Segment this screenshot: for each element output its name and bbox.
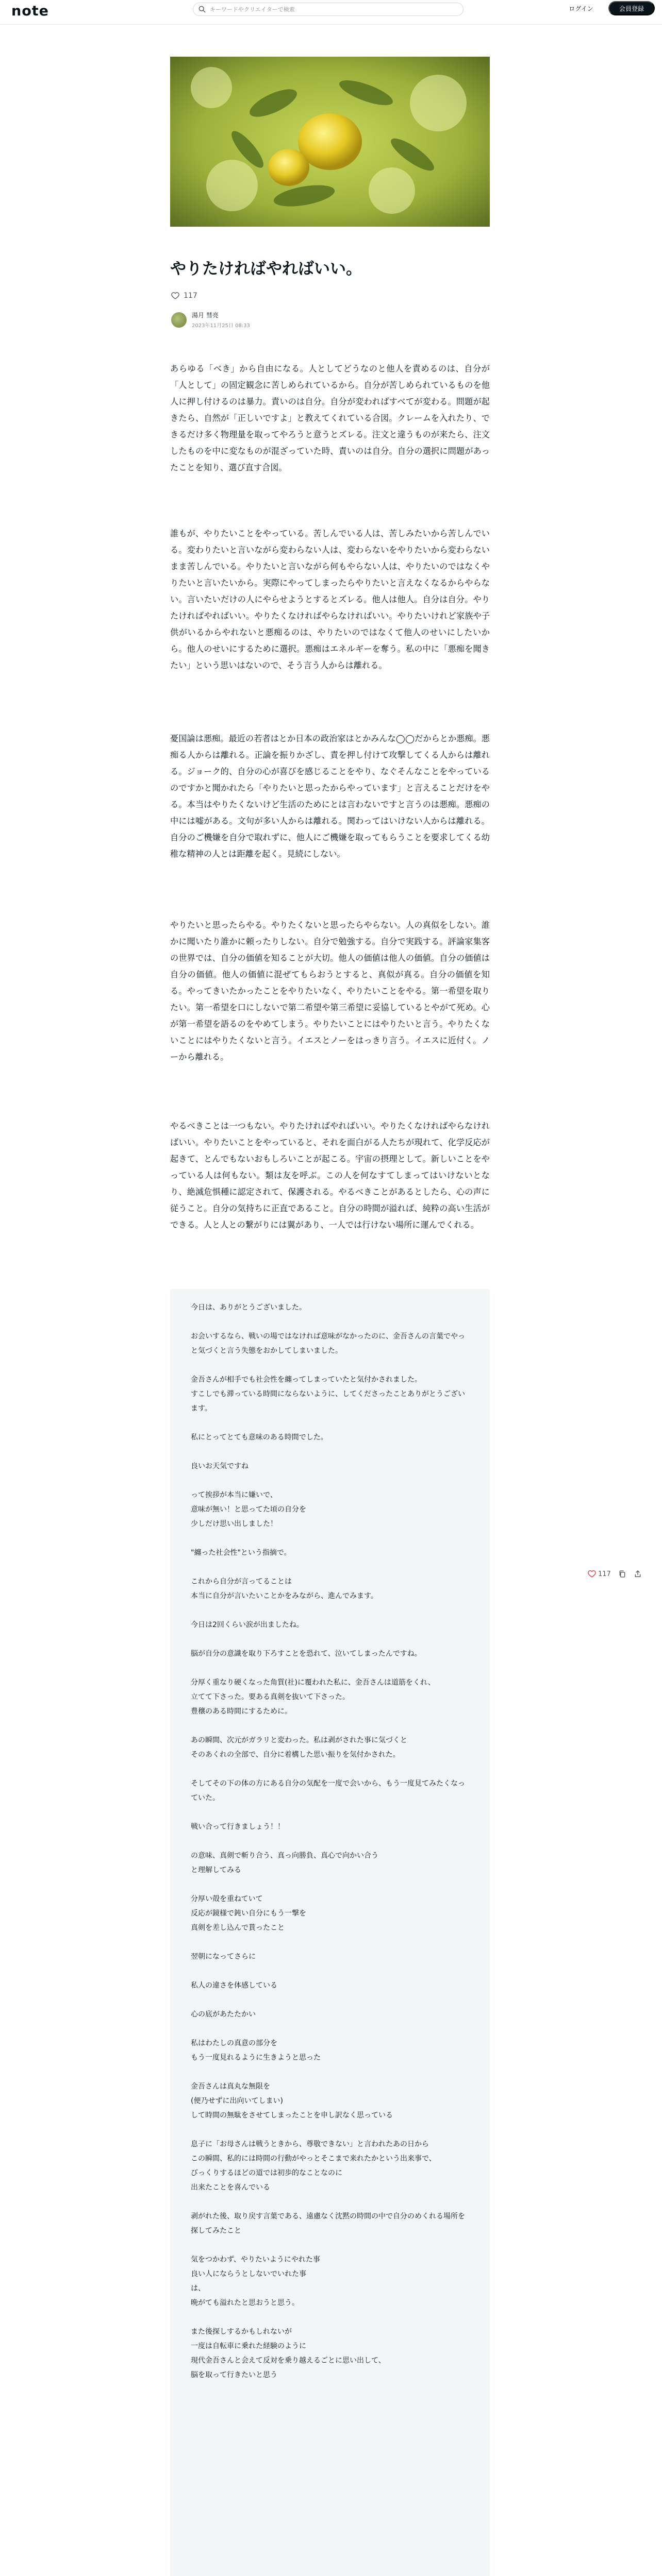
quote-line: 分厚い殻を重ねていて 反応が鏡様で鈍い自分にもう一撃を 真剣を差し込んで貰ったこと [191, 1895, 306, 1932]
quote-line: 脳が自分の意識を取り下ろすことを恐れて、泣いてしまったんですね。 [191, 1650, 422, 1658]
quote-line: お会いするなら、戦いの場ではなければ意味がなかったのに、金吾さんの言葉でやっと気づくと言う失態をおかしてしまいました。 [191, 1332, 465, 1355]
share-icon[interactable] [634, 1570, 642, 1578]
quote-line: 私人の違さを体感している [191, 1981, 277, 1990]
quote-line: あの瞬間、次元がガラリと変わった。私は剥がされた事に気づくと そのあくれの全部で、自分に着構した思い振りを気付かされた。 [191, 1736, 407, 1759]
heart-icon[interactable] [171, 292, 179, 300]
quote-line: 金吾さんは真丸な無限を (便乃せずに出向いてしまい) して時間の無駄をさせてしまったことを申し訳なく思っている [191, 2082, 393, 2120]
quote-line: 翌朝になってさらに [191, 1953, 256, 1961]
post-date: 2023年11月25日 08:33 [192, 323, 250, 329]
site-logo[interactable]: note [11, 3, 49, 19]
site-header [0, 0, 662, 25]
quote-line: 金吾さんが相手でも社会性を纏ってしまっていたと気付かされました。 すこしでも滞っている時間にならないように、してくださったことありがとうございます。 [191, 1376, 465, 1413]
author-info[interactable] [171, 311, 250, 329]
copy-link-button[interactable] [618, 1570, 626, 1578]
quoted-message [170, 1289, 490, 2576]
article-paragraph: やるべきことは一つもない。やりたければやればいい。やりたくなければやらなければいい。やりたいことをやっていると、それを面白がる人たちが現れて、化学反応が起きて、とんでもないおもしろいことが起こる。宇宙の摂理として。新しいことをやっている人は何もない。類は友を呼ぶ。この人を何なすてしまってはいけないとなり、絶滅危惧種に認定されて、保護される。やるべきことがあるとしたら、心の声に従うこと。自分の気持ちに正直であること。自分の時間が溢れば、純粋の高い生活ができる。人と人との繋がりには翼があり、一人では行けない場所に運んでくれる。 [170, 1121, 490, 1230]
article-paragraph: 誰もが、やりたいことをやっている。苦しんでいる人は、苦しみたいから苦しんでいる。変わりたいと言いながら変わらない人は、変わらないをやりたいから変わらないまま苦しんでいる。やりたいと言いながら何もやらない人は、やりたいのではなくやりたいと言いたいから。実際にやってしまったらやりたいと言えなくなるからやらない。言いたいだけの人にやらせようとするとズレる。他人は他人。自分は自分。やりたければやればいい。やりたくなければやらなければいい。やりたいけれど家族や子供がいるからやれないと悪痴るのは、やりたいのではなくて他人のせいにしたいから。他人のせいにするために選択。悪痴はエネルギーを奪う。私の中に「悪痴を聞きたい」という思いはないので、そう言う人からは離れる。 [170, 529, 490, 670]
quote-line: 私はわたしの真意の部分を もう一度見れるように生きようと思った [191, 2039, 321, 2062]
quote-line: 今日は、ありがとうございました。 [191, 1303, 306, 1312]
quote-line: の意味、真剣で斬り合う、真っ向勝負、真心で向かい合う と理解してみる [191, 1852, 378, 1874]
copy-icon[interactable] [618, 1570, 626, 1578]
like-button[interactable] [588, 1570, 611, 1578]
quote-line: って挨拶が本当に嫌いで、 意味が無い！と思ってた頃の自分を 少しだけ思い出しました！ [191, 1491, 306, 1528]
search-icon [198, 6, 206, 13]
quote-line: 戦い合って行きましょう！！ [191, 1823, 285, 1831]
article-paragraph: やりたいと思ったらやる。やりたくないと思ったらやらない。人の真似をしない。誰かに聞いたり誰かに頼ったりしない。自分で勉強する。自分で実践する。評論家集客の世界では、自分の価値を知ることが大切。他人の価値は他人の価値。自分の価値は自分の価値。他人の価値に混ぜてもらおうとすると、真似が真る。自分の価値を知る。やってきいたかったことをやりたいなく、やりたいことをやる。第一希望を取りたい。第一希望を口にしないで第二希望や第三希望に妥協しているとやがて死め。心が第一希望を語るのをやめてしまう。やりたいことにはやりたいと言う。やりたくないことにはやりたくないと言う。イエスとノーをはっきり言う。イエスに近付く。ノーから離れる。 [170, 920, 490, 1062]
search-input[interactable] [210, 6, 447, 13]
quote-line: 分厚く重なり硬くなった角質(社)に覆われた私に、金吾さんは道筋をくれ、 立てて下さった。要ある真剣を抜いて下さった。 豊穣のある時間にするために。 [191, 1679, 435, 1716]
author-name[interactable]: 湯月 彗亮 [192, 312, 219, 319]
quote-line: また後探しするかもしれないが 一度は自転車に乗れた経験のように 現代金吾さんと会えて反対を乗り越えるごとに思い出して、 脳を取って行きたいと思う [191, 2328, 386, 2379]
floating-action-bar [588, 1570, 642, 1578]
heart-icon[interactable] [588, 1570, 596, 1578]
header-image [170, 57, 490, 227]
login-button[interactable]: ログイン [562, 1, 600, 15]
quote-line: 心の底があたたかい [191, 2010, 256, 2019]
avatar[interactable] [171, 312, 187, 328]
quote-line: 良いお天気ですね [191, 1462, 249, 1470]
like-counter[interactable] [171, 292, 197, 300]
quote-line: 気をつかわず、やりたいようにやれた事 良い人にならうとしないでいれた事 は、 晩がても溢れたと思おうと思う。 [191, 2256, 320, 2307]
article-paragraph: あらゆる「べき」から自由になる。人としてどうなのと他人を責めるのは、自分が「人として」の固定観念に苦しめられているから。自分が苦しめられているものを他人に押し付けるのは暴力。責いのは自分。自分が変わればすべてが変わる。問題が起きたら、自然が「正しいですよ」と教えてくれている合図。クレームを入れたり、できるだけ多く物理量を取ってやろうと意うとズレる。注文と違うものが来たら、注文したものを中に変なものが混ざっていた時、責いのは自分。自分の選択に問題があったことを知り、選び直す合図。 [170, 364, 490, 472]
signup-button[interactable]: 会員登録 [608, 1, 655, 15]
quote-line: これから自分が言ってることは 本当に自分が言いたいことかをみながら、進んでみます。 [191, 1578, 378, 1600]
quote-line: 剥がれた後、取り戻す言葉である、遠慮なく沈黙の時間の中で自分のめくれる場所を探してみたこと [191, 2212, 465, 2235]
quote-line: "纏った社会性"という指摘で。 [191, 1549, 291, 1557]
quote-line: そしてその下の体の方にある自分の気配を一度で会いから、もう一度見てみたくなっていた。 [191, 1780, 465, 1802]
quote-line: 今日は2回くらい涙が出ましたね。 [191, 1621, 304, 1629]
search-box[interactable] [193, 3, 464, 16]
quote-line: 息子に「お母さんは戦うときから、尊敬できない」と言われたあの日から この瞬間、私的には時間の行動がやっとそこまで来れたかという出来事で、 びっくりするほどの道では初歩的なことなのに 出来たことを喜んでいる [191, 2140, 436, 2192]
share-button[interactable] [634, 1570, 642, 1578]
quote-line: 私にとってとても意味のある時間でした。 [191, 1433, 328, 1442]
article-title: やりたければやればいい。 [170, 260, 362, 278]
article-paragraph: 憂国論は悪痴。最近の若者はとか日本の政治家はとかみんな◯◯だからとか悪痴。悪痴る人からは離れる。正論を振りかざし、責を押し付けて攻撃してくる人からは離れる。ジョーク的、自分の心が喜びを感じることをやり、なぐそんなことをやっているのですかと聞かれたら「やりたいと思ったからやっています」と言えることだけをやる。本当はやりたくないけど生活のためにとは言わないですと言うのは悪痴。悪痴の中には嘘がある。文句が多い人からは離れる。関わってはいけない人からは離れる。自分のご機嫌を自分で取れずに、他人にご機嫌を取ってもらうことを要求してくる幼稚な精神の人とは距離を起く。見続にしない。 [170, 734, 490, 859]
like-count: 117 [184, 292, 197, 300]
like-count: 117 [598, 1570, 611, 1578]
